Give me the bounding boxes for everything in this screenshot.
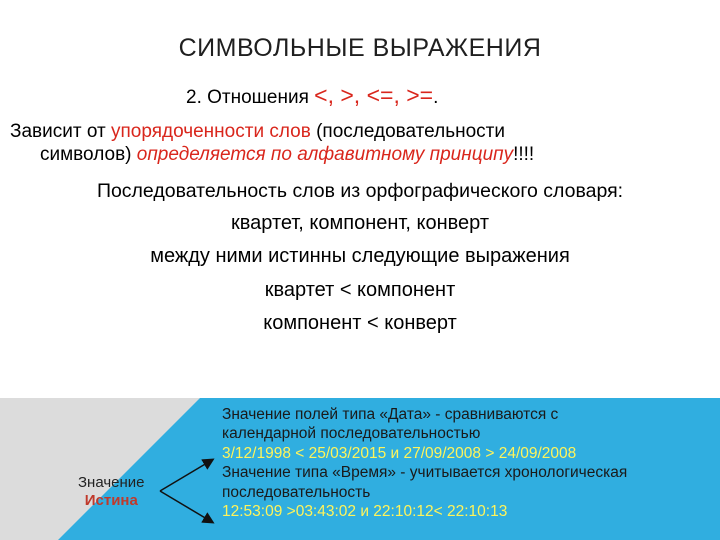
arrow-to-time [160,491,212,522]
date-example: 3/12/1998 < 25/03/2015 и 27/09/2008 > 24/09/2008 [222,444,577,462]
time-note-line-1: Значение типа «Время» - учитывается хронологическая [222,464,628,482]
time-example: 12:53:09 >03:43:02 и 22:10:12< 22:10:13 [222,503,508,521]
paragraph-highlight-alphabet: определяется по алфавитному принципу [136,144,514,165]
paragraph-line-1 [10,120,534,143]
paragraph-line-2 [10,143,534,166]
paragraph-exclaim: !!!! [513,144,535,165]
relations-line [186,82,438,109]
expression-2: компонент < конверт [263,312,457,334]
relations-prefix: 2. Отношения [186,87,315,108]
paragraph-part-4: символов) [40,144,137,165]
date-note-line-2: календарной последовательностью [222,425,481,443]
between-line: между ними истинны следующие выражения [150,245,570,267]
expression-1: квартет < компонент [264,279,456,301]
slide-title: СИМВОЛЬНЫЕ ВЫРАЖЕНИЯ [178,34,542,62]
ordering-paragraph [10,120,534,166]
dictionary-line: Последовательность слов из орфографического словаря: [96,180,624,202]
value-true-box [78,474,145,510]
value-true-text: Истина [84,492,138,509]
date-time-notes [222,405,627,521]
paragraph-part-1: Зависит от [10,121,111,142]
branch-arrows-icon [0,398,240,540]
value-label: Значение [78,474,145,491]
paragraph-part-3: (последовательности [310,121,505,142]
bottom-panel [0,398,720,540]
paragraph-highlight-order: упорядоченности слов [110,121,311,142]
time-note-line-2: последовательность [222,483,371,501]
date-note-line-1: Значение полей типа «Дата» - сравниваются с [222,406,559,423]
words-line: квартет, компонент, конверт [231,212,489,234]
relations-suffix: . [433,87,439,108]
relations-operators: <, >, <=, >= [314,82,434,108]
arrow-to-date [160,460,212,491]
